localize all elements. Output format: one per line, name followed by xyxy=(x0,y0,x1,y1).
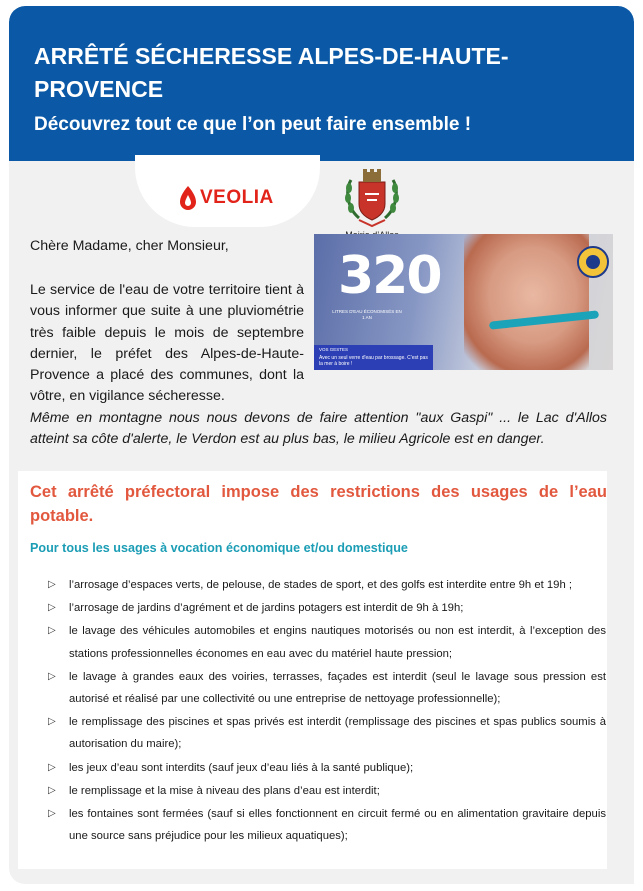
restrictions-title: Cet arrêté préfectoral impose des restrictions des usages de l’eau potable. xyxy=(30,483,607,525)
child-face-image xyxy=(464,234,589,370)
badge-icon xyxy=(577,246,609,278)
mairie-logo xyxy=(337,160,407,240)
page-subtitle: Découvrez tout ce que l’on peut faire ensemble ! xyxy=(34,114,472,135)
photo-box-heading: VOS GESTES xyxy=(319,347,349,352)
triangle-bullet-icon: ▷ xyxy=(48,625,56,637)
photo-box-text: Avec un seul verre d'eau par brossage. C'est pas la mer à boire ! xyxy=(319,355,428,367)
campaign-photo xyxy=(314,234,613,370)
list-item-text: le remplissage et la mise à niveau des plans d’eau est interdit; xyxy=(69,784,380,797)
photo-big-number: 320 xyxy=(338,246,441,306)
restrictions-list xyxy=(40,574,606,848)
triangle-bullet-icon: ▷ xyxy=(48,716,56,728)
restrictions-subtitle: Pour tous les usages à vocation économique et/ou domestique xyxy=(30,541,408,555)
intro-paragraph: Le service de l'eau de votre territoire tient à vous informer que suite à une pluviométrie très faible depuis le mois de septembre dernier, le préfet des Alpes-de-Haute-Provence a placé des communes, dont la vôtre, en vigilance sécheresse. xyxy=(30,282,304,405)
triangle-bullet-icon: ▷ xyxy=(48,602,56,614)
veolia-wordmark: VEOLIA xyxy=(200,187,274,208)
list-item-text: les fontaines sont fermées (sauf si elles fonctionnent en circuit fermé ou en alimentation gravitaire depuis une source sans préjudice pour les milieux aquatiques); xyxy=(69,808,606,843)
list-item xyxy=(40,666,606,710)
triangle-bullet-icon: ▷ xyxy=(48,784,56,796)
photo-info-box xyxy=(314,345,433,370)
salutation: Chère Madame, cher Monsieur, xyxy=(30,238,229,254)
triangle-bullet-icon: ▷ xyxy=(48,761,56,773)
triangle-bullet-icon: ▷ xyxy=(48,808,56,820)
header-banner xyxy=(9,6,634,161)
triangle-bullet-icon: ▷ xyxy=(48,670,56,682)
veolia-logo xyxy=(178,185,288,211)
italic-note: Même en montagne nous nous devons de faire attention "aux Gaspi" ... le Lac d'Allos atteint sa côte d'alerte, le Verdon est au plus bas, le milieu Agricole est en danger. xyxy=(30,410,607,448)
page-title: ARRÊTÉ SÉCHERESSE ALPES-DE-HAUTE-PROVENCE xyxy=(34,43,509,102)
list-item xyxy=(40,620,606,664)
photo-caption: LITRES D'EAU ÉCONOMISÉS EN 1 AN xyxy=(332,309,402,320)
list-item xyxy=(40,803,606,847)
coat-of-arms-icon xyxy=(337,160,407,228)
list-item-text: l’arrosage de jardins d’agrément et de jardins potagers est interdit de 9h à 19h; xyxy=(69,602,464,615)
list-item xyxy=(40,574,606,596)
list-item xyxy=(40,711,606,755)
triangle-bullet-icon: ▷ xyxy=(48,579,56,590)
list-item-text: l’arrosage d’espaces verts, de pelouse, de stades de sport, et des golfs est interdite entre 9h et 19h ; xyxy=(69,579,573,591)
veolia-flame-icon xyxy=(178,185,198,211)
list-item xyxy=(40,757,606,779)
list-item xyxy=(40,780,606,802)
list-item-text: le remplissage des piscines et spas privés est interdit (remplissage des piscines et spas publics soumis à autorisation du maire); xyxy=(69,716,606,751)
list-item xyxy=(40,597,606,619)
list-item-text: les jeux d’eau sont interdits (sauf jeux d’eau liés à la santé publique); xyxy=(69,761,414,774)
list-item-text: le lavage des véhicules automobiles et engins nautiques motorisés ou non est interdit, à l’exception des stations professionnelles économes en eau avec du matériel haute pression; xyxy=(69,625,606,660)
list-item-text: le lavage à grandes eaux des voiries, terrasses, façades est interdit (seul le lavage sous pression est autorisé et réalisé par une collectivité ou une entreprise de nettoyage professionnelle); xyxy=(69,670,606,706)
